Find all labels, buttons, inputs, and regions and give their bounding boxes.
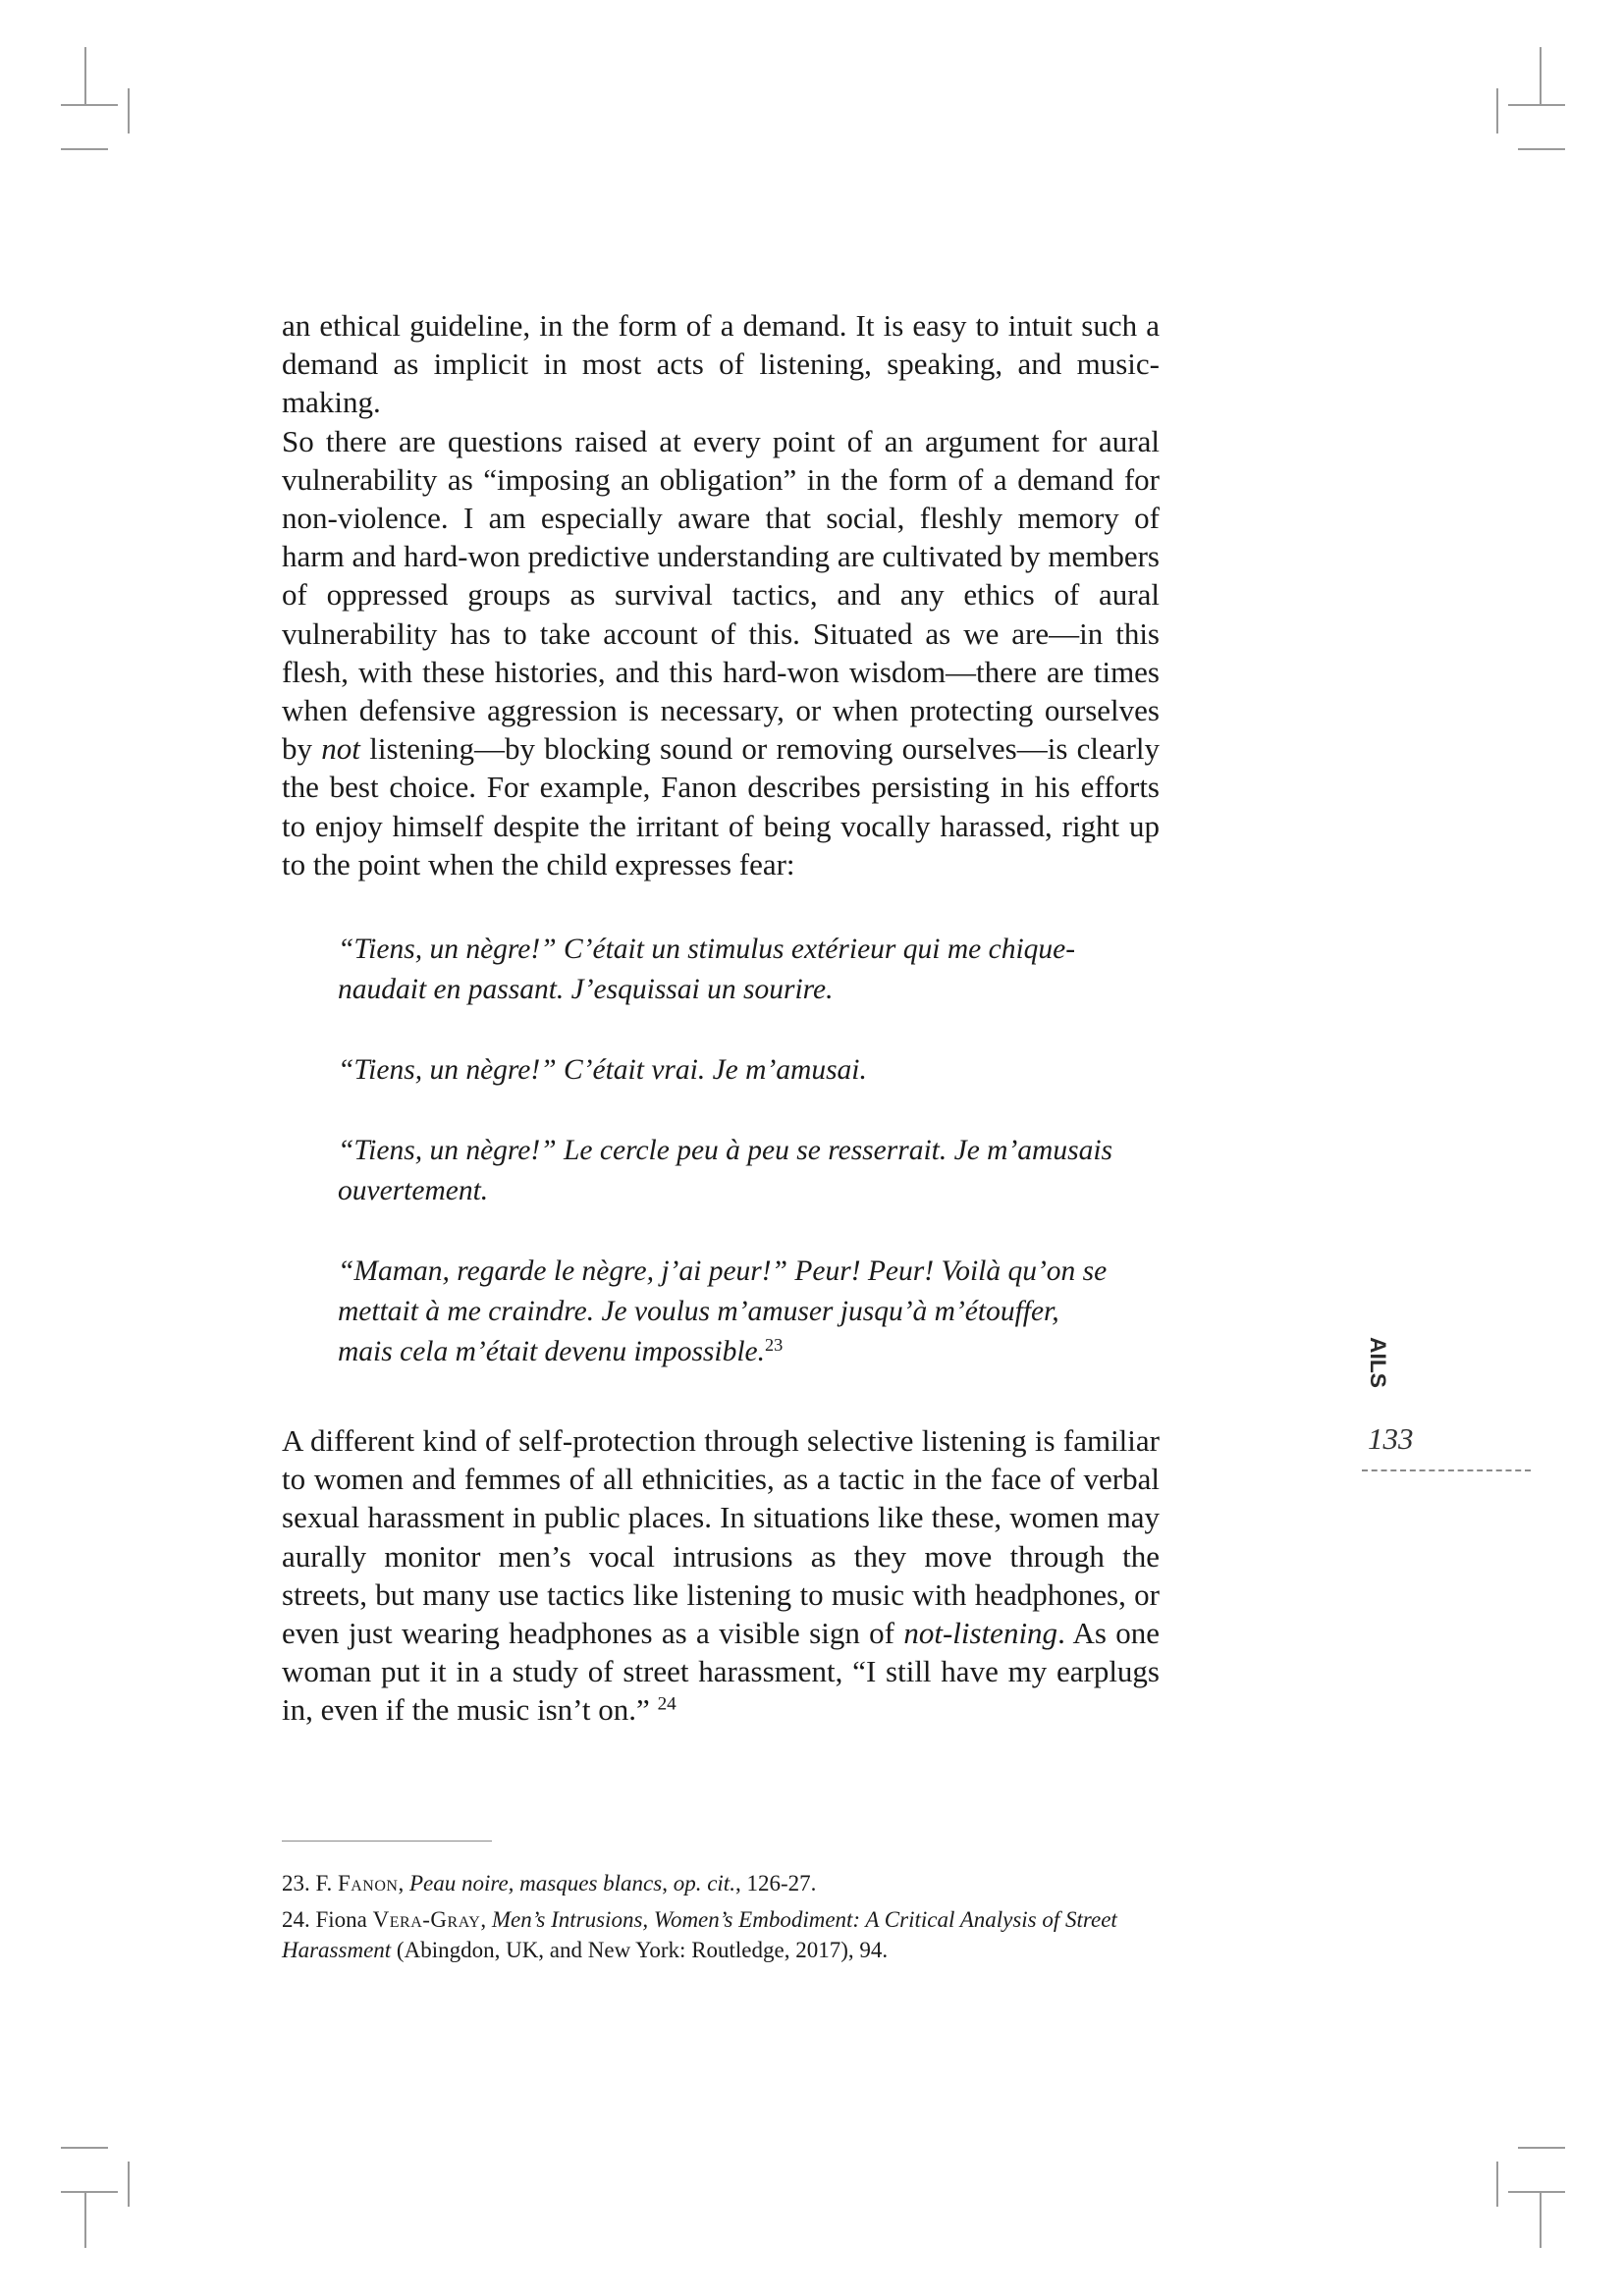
body-text-before-quote — [282, 306, 1160, 883]
crop-mark — [61, 2147, 108, 2149]
page-number: 133 — [1368, 1421, 1414, 1456]
crop-mark — [61, 104, 118, 106]
body-text-after-quote — [282, 1421, 1160, 1730]
crop-mark — [128, 88, 130, 133]
crop-mark — [1518, 2147, 1565, 2149]
footnotes — [282, 1868, 1160, 1971]
crop-mark — [61, 148, 108, 150]
footnote-24: 24. Fiona Vera-Gray, Men’s Intrusions, Women’s Embodiment: A Critical Analysis of Street Harassment (Abingdon, UK, and New York: Routledge, 2017), 94. — [282, 1907, 1117, 1962]
crop-mark — [1508, 2191, 1565, 2193]
footnote-23: 23. F. Fanon, Peau noire, masques blancs, op. cit., 126-27. — [282, 1871, 817, 1896]
crop-mark — [1540, 2191, 1542, 2248]
quote-line-3: “Tiens, un nègre!” Le cercle peu à peu se resserrait. Je m’amusais ouvertement. — [338, 1135, 1113, 1206]
crop-mark — [1518, 148, 1565, 150]
footnote-ref-23[interactable]: 23 — [765, 1334, 784, 1355]
crop-mark — [1508, 104, 1565, 106]
crop-mark — [1496, 2162, 1498, 2207]
crop-mark — [1540, 47, 1542, 104]
body-paragraph-2: So there are questions raised at every point of an argument for aural vulnerability as “imposing an obligation” in the form of a demand for non-violence. I am especially aware that social, fleshly memory of harm and hard-won predictive understanding are cultivated by members of oppressed groups as survival tactics, and any ethics of aural vulnerability has to take account of this. Situated as we are—in this flesh, with these histories, and this hard-won wisdom—there are times when defensive aggression is necessary, or when protecting ourselves by not listening—by blocking sound or removing ourselves—is clearly the best choice. For example, Fanon describes persisting in his efforts to enjoy himself despite the irritant of being vocally harassed, right up to the point when the child expresses fear: — [282, 423, 1160, 881]
footnote-divider — [282, 1841, 492, 1842]
block-quote — [338, 930, 1113, 1372]
page-number-dashed-rule — [1362, 1469, 1531, 1471]
quote-line-2: “Tiens, un nègre!” C’était vrai. Je m’amusai. — [338, 1054, 867, 1086]
crop-mark — [61, 2191, 118, 2193]
quote-line-1: “Tiens, un nègre!” C’était un stimulus extérieur qui me chique-naudait en passant. J’esquissai un sourire. — [338, 934, 1076, 1005]
body-paragraph-1: an ethical guideline, in the form of a demand. It is easy to intuit such a demand as implicit in most acts of listening, speaking, and music-making. — [282, 308, 1160, 420]
crop-mark — [84, 2191, 86, 2248]
quote-line-4: “Maman, regarde le nègre, j’ai peur!” Peur! Peur! Voilà qu’on se mettait à me craindre. Je voulus m’amuser jusqu’à m’étouffer, mais cela m’était devenu impossible.$^{23}$ — [338, 1255, 1108, 1367]
crop-mark — [84, 47, 86, 104]
crop-mark — [128, 2162, 130, 2207]
body-paragraph-3: A different kind of self-protection through selective listening is familiar to women and femmes of all ethnicities, as a tactic in the face of verbal sexual harassment in public places. In situations like these, women may aurally monitor men’s vocal intrusions as they move through the streets, but many use tactics like listening to music with headphones, or even just wearing headphones as a visible sign of not-listening. As one woman put it in a study of street harassment, “I still have my earplugs in, even if the music isn’t on.” $^{24}$ — [282, 1423, 1160, 1728]
journal-logo — [1359, 1335, 1404, 1390]
crop-mark — [1496, 88, 1498, 133]
journal-logo-text: AILS — [1366, 1337, 1390, 1387]
footnote-ref-24[interactable]: 24 — [657, 1693, 677, 1715]
